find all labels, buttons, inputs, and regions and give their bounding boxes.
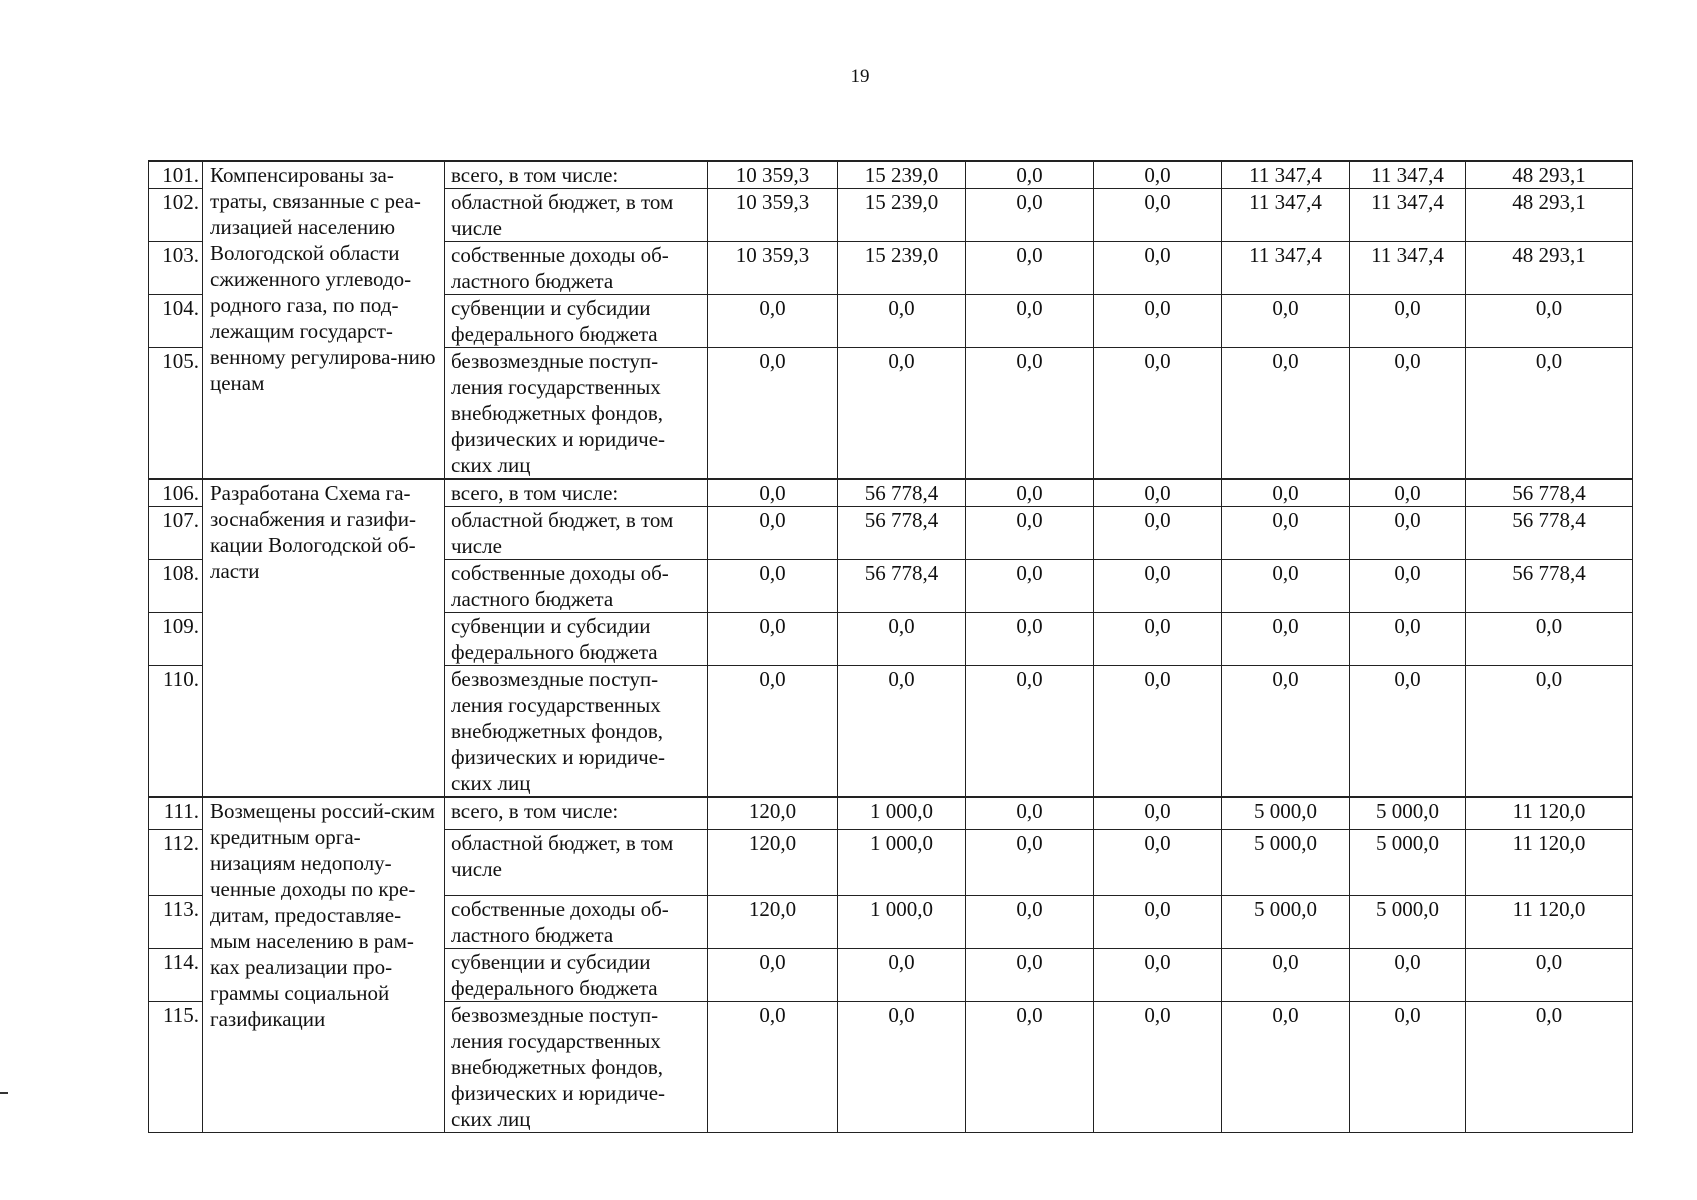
value-cell: 0,0	[1222, 1001, 1350, 1132]
value-cell: 5 000,0	[1350, 829, 1466, 895]
value-cell: 15 239,0	[838, 189, 966, 242]
funding-source: собственные доходы об-ластного бюджета	[445, 242, 708, 295]
scan-edge-mark	[0, 1092, 8, 1094]
funding-source: областной бюджет, в том числе	[445, 189, 708, 242]
value-cell: 0,0	[1222, 479, 1350, 507]
total-value-cell: 0,0	[1466, 666, 1633, 798]
funding-source: безвозмездные поступ-ления государственных внебюджетных фондов, физических и юридиче-ских лиц	[445, 1001, 708, 1132]
row-number: 105.	[149, 348, 203, 480]
value-cell: 0,0	[1094, 189, 1222, 242]
value-cell: 0,0	[1094, 295, 1222, 348]
table-row	[149, 797, 1633, 829]
value-cell: 10 359,3	[708, 242, 838, 295]
value-cell: 1 000,0	[838, 829, 966, 895]
row-number: 101.	[149, 161, 203, 189]
value-cell: 0,0	[838, 613, 966, 666]
value-cell: 0,0	[838, 948, 966, 1001]
value-cell: 0,0	[1094, 560, 1222, 613]
value-cell: 0,0	[708, 348, 838, 480]
row-number: 107.	[149, 507, 203, 560]
value-cell: 15 239,0	[838, 161, 966, 189]
value-cell: 0,0	[708, 1001, 838, 1132]
value-cell: 56 778,4	[838, 479, 966, 507]
value-cell: 1 000,0	[838, 797, 966, 829]
funding-source: субвенции и субсидии федерального бюджета	[445, 613, 708, 666]
value-cell: 0,0	[1350, 507, 1466, 560]
value-cell: 0,0	[1350, 666, 1466, 798]
total-value-cell: 0,0	[1466, 348, 1633, 480]
value-cell: 0,0	[708, 948, 838, 1001]
row-number: 113.	[149, 895, 203, 948]
value-cell: 11 347,4	[1222, 189, 1350, 242]
total-value-cell: 56 778,4	[1466, 507, 1633, 560]
row-number: 110.	[149, 666, 203, 798]
value-cell: 0,0	[1094, 1001, 1222, 1132]
value-cell: 0,0	[1350, 613, 1466, 666]
value-cell: 0,0	[966, 242, 1094, 295]
funding-source: собственные доходы об-ластного бюджета	[445, 560, 708, 613]
value-cell: 0,0	[966, 895, 1094, 948]
total-value-cell: 48 293,1	[1466, 161, 1633, 189]
value-cell: 5 000,0	[1350, 797, 1466, 829]
value-cell: 11 347,4	[1222, 242, 1350, 295]
value-cell: 120,0	[708, 895, 838, 948]
activity-description: Разработана Схема га-зоснабжения и газифи-кации Вологодской об-ласти	[203, 479, 445, 797]
value-cell: 0,0	[1222, 948, 1350, 1001]
value-cell: 0,0	[966, 560, 1094, 613]
activity-description: Возмещены россий-ским кредитным орга-низациям недополу-ченные доходы по кре-дитам, предоставляе-мым населению в рам-ках реализации про-граммы социальной газификации	[203, 797, 445, 1132]
value-cell: 0,0	[1094, 242, 1222, 295]
funding-source: собственные доходы об-ластного бюджета	[445, 895, 708, 948]
value-cell: 0,0	[966, 829, 1094, 895]
value-cell: 0,0	[708, 507, 838, 560]
value-cell: 0,0	[1094, 666, 1222, 798]
total-value-cell: 11 120,0	[1466, 797, 1633, 829]
value-cell: 0,0	[1350, 295, 1466, 348]
value-cell: 0,0	[966, 295, 1094, 348]
value-cell: 120,0	[708, 829, 838, 895]
value-cell: 11 347,4	[1350, 189, 1466, 242]
value-cell: 0,0	[1094, 948, 1222, 1001]
value-cell: 10 359,3	[708, 189, 838, 242]
value-cell: 15 239,0	[838, 242, 966, 295]
value-cell: 0,0	[1094, 507, 1222, 560]
value-cell: 0,0	[1094, 479, 1222, 507]
value-cell: 0,0	[966, 479, 1094, 507]
value-cell: 0,0	[838, 295, 966, 348]
total-value-cell: 11 120,0	[1466, 895, 1633, 948]
value-cell: 0,0	[1222, 613, 1350, 666]
funding-source: безвозмездные поступ-ления государственных внебюджетных фондов, физических и юридиче-ских лиц	[445, 666, 708, 798]
row-number: 106.	[149, 479, 203, 507]
value-cell: 0,0	[966, 507, 1094, 560]
value-cell: 10 359,3	[708, 161, 838, 189]
total-value-cell: 0,0	[1466, 1001, 1633, 1132]
total-value-cell: 0,0	[1466, 295, 1633, 348]
value-cell: 0,0	[1350, 560, 1466, 613]
row-number: 104.	[149, 295, 203, 348]
value-cell: 0,0	[1222, 560, 1350, 613]
value-cell: 0,0	[1222, 507, 1350, 560]
value-cell: 0,0	[1222, 666, 1350, 798]
value-cell: 0,0	[708, 666, 838, 798]
row-number: 108.	[149, 560, 203, 613]
value-cell: 0,0	[708, 295, 838, 348]
value-cell: 0,0	[1094, 161, 1222, 189]
value-cell: 0,0	[966, 948, 1094, 1001]
total-value-cell: 56 778,4	[1466, 560, 1633, 613]
total-value-cell: 0,0	[1466, 948, 1633, 1001]
activity-description: Компенсированы за-траты, связанные с реа-лизацией населению Вологодской области сжиженного углеводо-родного газа, по под-лежащим государст-венному регулирова-нию ценам	[203, 161, 445, 479]
value-cell: 0,0	[1350, 479, 1466, 507]
value-cell: 5 000,0	[1222, 797, 1350, 829]
value-cell: 0,0	[966, 666, 1094, 798]
value-cell: 0,0	[966, 189, 1094, 242]
row-number: 112.	[149, 829, 203, 895]
funding-source: субвенции и субсидии федерального бюджета	[445, 948, 708, 1001]
funding-source: областной бюджет, в том числе	[445, 507, 708, 560]
row-number: 114.	[149, 948, 203, 1001]
value-cell: 11 347,4	[1350, 242, 1466, 295]
value-cell: 56 778,4	[838, 560, 966, 613]
value-cell: 0,0	[838, 666, 966, 798]
value-cell: 5 000,0	[1222, 895, 1350, 948]
value-cell: 0,0	[838, 348, 966, 480]
row-number: 115.	[149, 1001, 203, 1132]
total-value-cell: 48 293,1	[1466, 242, 1633, 295]
table-body	[149, 161, 1633, 1132]
value-cell: 56 778,4	[838, 507, 966, 560]
total-value-cell: 56 778,4	[1466, 479, 1633, 507]
funding-source: субвенции и субсидии федерального бюджета	[445, 295, 708, 348]
value-cell: 0,0	[966, 613, 1094, 666]
value-cell: 0,0	[1350, 948, 1466, 1001]
value-cell: 0,0	[1094, 829, 1222, 895]
funding-source: областной бюджет, в том числе	[445, 829, 708, 895]
value-cell: 0,0	[1094, 348, 1222, 480]
budget-table	[148, 160, 1633, 1133]
value-cell: 0,0	[1350, 1001, 1466, 1132]
row-number: 103.	[149, 242, 203, 295]
value-cell: 0,0	[1094, 613, 1222, 666]
value-cell: 0,0	[708, 479, 838, 507]
table-row	[149, 161, 1633, 189]
value-cell: 5 000,0	[1222, 829, 1350, 895]
value-cell: 0,0	[966, 161, 1094, 189]
value-cell: 0,0	[1094, 895, 1222, 948]
funding-source: всего, в том числе:	[445, 797, 708, 829]
value-cell: 0,0	[966, 1001, 1094, 1132]
value-cell: 1 000,0	[838, 895, 966, 948]
value-cell: 120,0	[708, 797, 838, 829]
value-cell: 0,0	[1222, 295, 1350, 348]
total-value-cell: 48 293,1	[1466, 189, 1633, 242]
row-number: 111.	[149, 797, 203, 829]
value-cell: 0,0	[1350, 348, 1466, 480]
row-number: 109.	[149, 613, 203, 666]
total-value-cell: 0,0	[1466, 613, 1633, 666]
funding-source: безвозмездные поступ-ления государственных внебюджетных фондов, физических и юридиче-ских лиц	[445, 348, 708, 480]
value-cell: 5 000,0	[1350, 895, 1466, 948]
value-cell: 0,0	[708, 560, 838, 613]
value-cell: 11 347,4	[1350, 161, 1466, 189]
funding-source: всего, в том числе:	[445, 479, 708, 507]
table-row	[149, 479, 1633, 507]
row-number: 102.	[149, 189, 203, 242]
value-cell: 11 347,4	[1222, 161, 1350, 189]
total-value-cell: 11 120,0	[1466, 829, 1633, 895]
funding-source: всего, в том числе:	[445, 161, 708, 189]
value-cell: 0,0	[1094, 797, 1222, 829]
page-number: 19	[850, 66, 870, 87]
value-cell: 0,0	[966, 797, 1094, 829]
value-cell: 0,0	[838, 1001, 966, 1132]
value-cell: 0,0	[966, 348, 1094, 480]
value-cell: 0,0	[1222, 348, 1350, 480]
value-cell: 0,0	[708, 613, 838, 666]
